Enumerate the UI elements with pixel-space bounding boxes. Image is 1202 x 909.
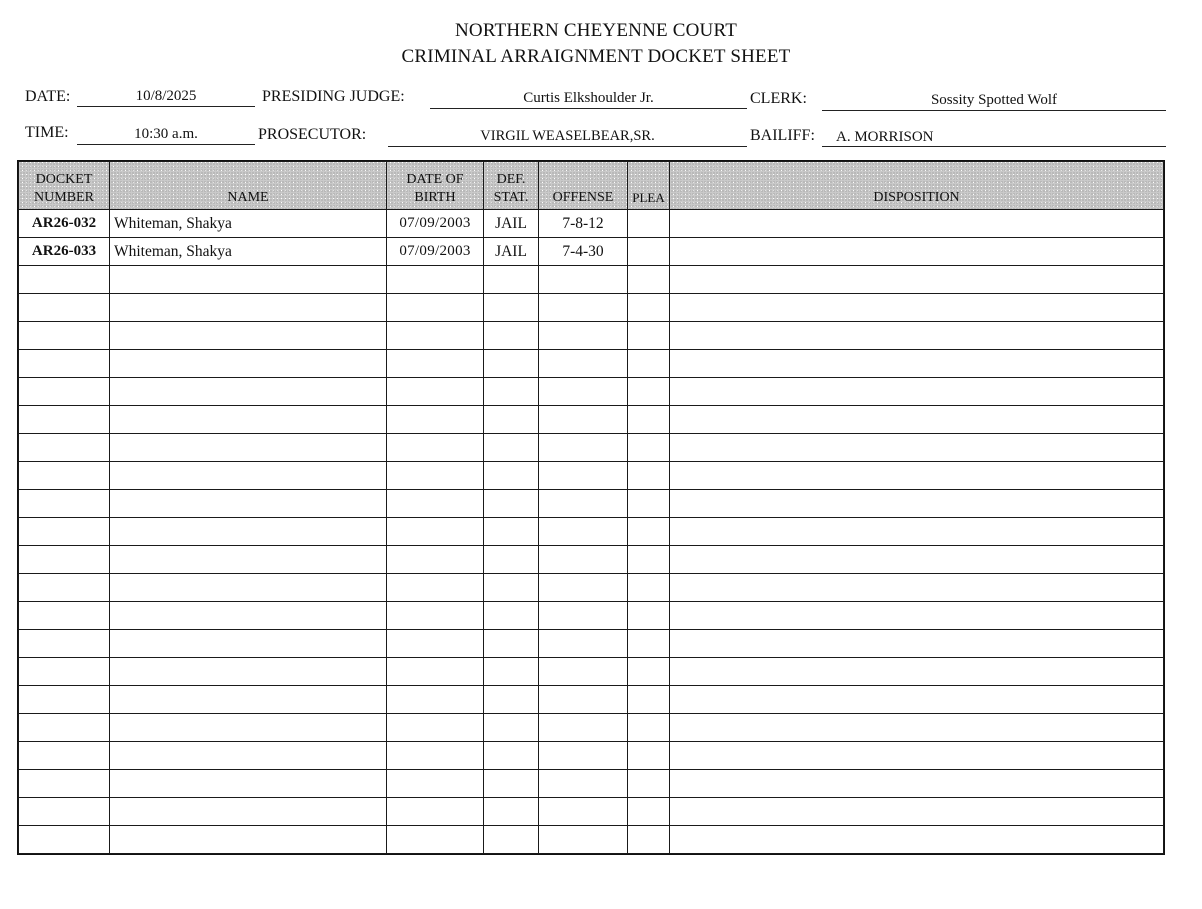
docket-number-cell[interactable]	[19, 602, 110, 630]
table-row-empty	[19, 574, 1164, 602]
docket-number-cell[interactable]	[19, 434, 110, 462]
name-cell[interactable]	[110, 546, 387, 574]
presiding-judge-field[interactable]	[430, 88, 747, 109]
date-label: DATE:	[25, 88, 71, 105]
docket-number-cell[interactable]: AR26-032	[19, 210, 110, 238]
prosecutor-field[interactable]	[388, 126, 747, 147]
def-stat-cell[interactable]	[484, 462, 539, 490]
disposition-cell[interactable]	[670, 518, 1164, 546]
date-of-birth-cell[interactable]	[387, 518, 484, 546]
offense-cell[interactable]	[539, 602, 628, 630]
docket-number-cell[interactable]	[19, 490, 110, 518]
plea-cell[interactable]	[628, 434, 670, 462]
offense-cell[interactable]	[539, 714, 628, 742]
date-of-birth-cell[interactable]	[387, 602, 484, 630]
offense-cell[interactable]	[539, 434, 628, 462]
court-name-title: NORTHERN CHEYENNE COURT	[454, 20, 738, 41]
docket-number-cell[interactable]	[19, 714, 110, 742]
column-header-offense: OFFENSE	[539, 162, 628, 210]
offense-cell[interactable]	[539, 574, 628, 602]
dob-header-line1: DATE OF	[406, 172, 464, 187]
name-cell[interactable]	[110, 798, 387, 826]
name-cell[interactable]	[110, 602, 387, 630]
name-cell[interactable]: Whiteman, Shakya	[110, 210, 387, 238]
def-stat-cell[interactable]	[484, 322, 539, 350]
disposition-cell[interactable]	[670, 686, 1164, 714]
name-cell[interactable]	[110, 658, 387, 686]
plea-cell[interactable]	[628, 770, 670, 798]
offense-cell[interactable]	[539, 322, 628, 350]
disposition-cell[interactable]	[670, 490, 1164, 518]
name-cell[interactable]	[110, 630, 387, 658]
table-row-empty	[19, 546, 1164, 574]
date-of-birth-cell[interactable]	[387, 406, 484, 434]
offense-cell[interactable]	[539, 518, 628, 546]
plea-cell[interactable]	[628, 210, 670, 238]
docket-number-cell[interactable]	[19, 518, 110, 546]
column-header-name: NAME	[110, 162, 387, 210]
plea-cell[interactable]	[628, 742, 670, 770]
offense-cell[interactable]	[539, 798, 628, 826]
disposition-cell[interactable]	[670, 770, 1164, 798]
def-stat-cell[interactable]	[484, 350, 539, 378]
table-row-empty	[19, 434, 1164, 462]
docket-table	[17, 160, 1165, 855]
disposition-cell[interactable]	[670, 658, 1164, 686]
offense-cell[interactable]	[539, 630, 628, 658]
offense-cell[interactable]	[539, 350, 628, 378]
docket-header-line1: DOCKET	[35, 172, 93, 187]
table-header-row	[19, 162, 1164, 210]
plea-cell[interactable]	[628, 406, 670, 434]
time-value: 10:30 a.m.	[134, 126, 198, 142]
date-of-birth-cell[interactable]	[387, 350, 484, 378]
def-stat-cell[interactable]	[484, 798, 539, 826]
clerk-label: CLERK:	[750, 90, 807, 107]
table-row-empty	[19, 770, 1164, 798]
plea-cell[interactable]	[628, 630, 670, 658]
date-of-birth-cell[interactable]: 07/09/2003	[387, 210, 484, 238]
name-cell[interactable]	[110, 350, 387, 378]
offense-cell[interactable]	[539, 462, 628, 490]
table-row	[19, 238, 1164, 266]
date-of-birth-cell[interactable]	[387, 658, 484, 686]
plea-cell[interactable]	[628, 238, 670, 266]
offense-cell[interactable]	[539, 294, 628, 322]
plea-cell[interactable]	[628, 826, 670, 854]
def-stat-cell[interactable]	[484, 546, 539, 574]
def-stat-cell[interactable]: JAIL	[484, 210, 539, 238]
docket-number-cell[interactable]	[19, 266, 110, 294]
presiding-judge-value: Curtis Elkshoulder Jr.	[523, 90, 654, 106]
def-stat-cell[interactable]	[484, 826, 539, 854]
name-cell[interactable]	[110, 518, 387, 546]
disposition-cell[interactable]	[670, 378, 1164, 406]
name-cell[interactable]	[110, 462, 387, 490]
def-stat-cell[interactable]	[484, 294, 539, 322]
plea-cell[interactable]	[628, 266, 670, 294]
date-of-birth-cell[interactable]	[387, 322, 484, 350]
plea-cell[interactable]	[628, 546, 670, 574]
name-cell[interactable]	[110, 378, 387, 406]
date-field[interactable]	[77, 86, 255, 107]
def-stat-cell[interactable]	[484, 266, 539, 294]
date-of-birth-cell[interactable]	[387, 266, 484, 294]
name-cell[interactable]	[110, 826, 387, 854]
docket-number-cell[interactable]	[19, 798, 110, 826]
docket-number-cell[interactable]	[19, 574, 110, 602]
offense-cell[interactable]	[539, 266, 628, 294]
docket-number-cell[interactable]: AR26-033	[19, 238, 110, 266]
docket-number-cell[interactable]	[19, 378, 110, 406]
disposition-cell[interactable]	[670, 630, 1164, 658]
disposition-cell[interactable]	[670, 434, 1164, 462]
table-row-empty	[19, 294, 1164, 322]
docket-number-cell[interactable]	[19, 770, 110, 798]
table-row-empty	[19, 518, 1164, 546]
docket-number-cell[interactable]	[19, 294, 110, 322]
table-row	[19, 210, 1164, 238]
name-cell[interactable]	[110, 742, 387, 770]
plea-cell[interactable]	[628, 462, 670, 490]
offense-cell[interactable]	[539, 490, 628, 518]
def-stat-cell[interactable]	[484, 742, 539, 770]
def-stat-cell[interactable]: JAIL	[484, 238, 539, 266]
docket-number-cell[interactable]	[19, 826, 110, 854]
plea-cell[interactable]	[628, 714, 670, 742]
disposition-cell[interactable]	[670, 826, 1164, 854]
table-row-empty	[19, 658, 1164, 686]
date-of-birth-cell[interactable]	[387, 294, 484, 322]
docket-number-cell[interactable]	[19, 406, 110, 434]
disposition-cell[interactable]	[670, 406, 1164, 434]
plea-cell[interactable]	[628, 798, 670, 826]
docket-number-cell[interactable]	[19, 322, 110, 350]
offense-cell[interactable]	[539, 378, 628, 406]
presiding-judge-label: PRESIDING JUDGE:	[262, 88, 405, 105]
name-cell[interactable]	[110, 322, 387, 350]
time-label: TIME:	[25, 124, 69, 141]
bailiff-label: BAILIFF:	[750, 127, 815, 144]
docket-number-cell[interactable]	[19, 462, 110, 490]
name-cell[interactable]	[110, 490, 387, 518]
name-cell[interactable]: Whiteman, Shakya	[110, 238, 387, 266]
plea-cell[interactable]	[628, 350, 670, 378]
clerk-value: Sossity Spotted Wolf	[930, 92, 1058, 108]
table-row-empty	[19, 714, 1164, 742]
offense-cell[interactable]: 7-4-30	[539, 238, 628, 266]
offense-cell[interactable]	[539, 546, 628, 574]
disposition-cell[interactable]	[670, 602, 1164, 630]
disposition-cell[interactable]	[670, 742, 1164, 770]
name-cell[interactable]	[110, 686, 387, 714]
disposition-cell[interactable]	[670, 714, 1164, 742]
plea-cell[interactable]	[628, 518, 670, 546]
date-of-birth-cell[interactable]	[387, 462, 484, 490]
column-header-date-of-birth	[387, 162, 484, 210]
clerk-field[interactable]	[822, 90, 1166, 111]
table-row-empty	[19, 826, 1164, 854]
date-of-birth-cell[interactable]	[387, 630, 484, 658]
table-row-empty	[19, 322, 1164, 350]
def-stat-cell[interactable]	[484, 378, 539, 406]
offense-cell[interactable]	[539, 406, 628, 434]
name-cell[interactable]	[110, 294, 387, 322]
docket-number-cell[interactable]	[19, 546, 110, 574]
disposition-cell[interactable]	[670, 210, 1164, 238]
name-cell[interactable]	[110, 434, 387, 462]
date-of-birth-cell[interactable]	[387, 826, 484, 854]
plea-cell[interactable]	[628, 602, 670, 630]
name-cell[interactable]	[110, 266, 387, 294]
name-cell[interactable]	[110, 714, 387, 742]
column-header-disposition: DISPOSITION	[670, 162, 1164, 210]
plea-cell[interactable]	[628, 378, 670, 406]
bailiff-value: A. MORRISON	[836, 129, 934, 145]
disposition-cell[interactable]	[670, 350, 1164, 378]
docket-number-cell[interactable]	[19, 742, 110, 770]
table-row-empty	[19, 602, 1164, 630]
table-row-empty	[19, 630, 1164, 658]
def-stat-cell[interactable]	[484, 714, 539, 742]
def-stat-cell[interactable]	[484, 574, 539, 602]
def-stat-cell[interactable]	[484, 406, 539, 434]
def-stat-cell[interactable]	[484, 490, 539, 518]
def-stat-cell[interactable]	[484, 630, 539, 658]
table-row-empty	[19, 266, 1164, 294]
offense-cell[interactable]	[539, 826, 628, 854]
date-of-birth-cell[interactable]	[387, 742, 484, 770]
date-of-birth-cell[interactable]: 07/09/2003	[387, 238, 484, 266]
docket-number-cell[interactable]	[19, 350, 110, 378]
date-of-birth-cell[interactable]	[387, 714, 484, 742]
def-stat-cell[interactable]	[484, 658, 539, 686]
dob-header-line2: BIRTH	[414, 190, 456, 205]
def-stat-cell[interactable]	[484, 770, 539, 798]
docket-header-line2: NUMBER	[34, 190, 94, 205]
name-cell[interactable]	[110, 574, 387, 602]
plea-cell[interactable]	[628, 686, 670, 714]
docket-number-cell[interactable]	[19, 630, 110, 658]
table-row-empty	[19, 686, 1164, 714]
plea-cell[interactable]	[628, 574, 670, 602]
stat-header-line1: DEF.	[496, 172, 526, 187]
name-cell[interactable]	[110, 770, 387, 798]
bailiff-field[interactable]	[822, 127, 1166, 147]
prosecutor-value: VIRGIL WEASELBEAR,SR.	[480, 128, 655, 144]
offense-cell[interactable]	[539, 770, 628, 798]
plea-cell[interactable]	[628, 322, 670, 350]
disposition-cell[interactable]	[670, 266, 1164, 294]
name-cell[interactable]	[110, 406, 387, 434]
docket-number-cell[interactable]	[19, 658, 110, 686]
def-stat-cell[interactable]	[484, 686, 539, 714]
date-of-birth-cell[interactable]	[387, 546, 484, 574]
docket-number-cell[interactable]	[19, 686, 110, 714]
plea-cell[interactable]	[628, 658, 670, 686]
docket-sheet-title: CRIMINAL ARRAIGNMENT DOCKET SHEET	[401, 46, 791, 67]
column-header-docket-number	[19, 162, 110, 210]
time-field[interactable]	[77, 124, 255, 145]
table-row-empty	[19, 798, 1164, 826]
table-row-empty	[19, 406, 1164, 434]
date-of-birth-cell[interactable]	[387, 798, 484, 826]
date-of-birth-cell[interactable]	[387, 686, 484, 714]
plea-cell[interactable]	[628, 490, 670, 518]
date-value: 10/8/2025	[135, 88, 197, 104]
table-row-empty	[19, 742, 1164, 770]
date-of-birth-cell[interactable]	[387, 490, 484, 518]
plea-cell[interactable]	[628, 294, 670, 322]
table-row-empty	[19, 378, 1164, 406]
column-header-plea: PLEA	[628, 162, 670, 210]
disposition-cell[interactable]	[670, 574, 1164, 602]
offense-cell[interactable]	[539, 686, 628, 714]
disposition-cell[interactable]	[670, 294, 1164, 322]
date-of-birth-cell[interactable]	[387, 574, 484, 602]
date-of-birth-cell[interactable]	[387, 434, 484, 462]
prosecutor-label: PROSECUTOR:	[258, 126, 367, 143]
disposition-cell[interactable]	[670, 546, 1164, 574]
offense-cell[interactable]	[539, 658, 628, 686]
def-stat-cell[interactable]	[484, 434, 539, 462]
disposition-cell[interactable]	[670, 238, 1164, 266]
disposition-cell[interactable]	[670, 322, 1164, 350]
disposition-cell[interactable]	[670, 798, 1164, 826]
offense-cell[interactable]: 7-8-12	[539, 210, 628, 238]
stat-header-line2: STAT.	[493, 190, 529, 205]
disposition-cell[interactable]	[670, 462, 1164, 490]
date-of-birth-cell[interactable]	[387, 378, 484, 406]
table-row-empty	[19, 490, 1164, 518]
table-row-empty	[19, 462, 1164, 490]
offense-cell[interactable]	[539, 742, 628, 770]
table-row-empty	[19, 350, 1164, 378]
def-stat-cell[interactable]	[484, 518, 539, 546]
date-of-birth-cell[interactable]	[387, 770, 484, 798]
def-stat-cell[interactable]	[484, 602, 539, 630]
column-header-def-stat	[484, 162, 539, 210]
